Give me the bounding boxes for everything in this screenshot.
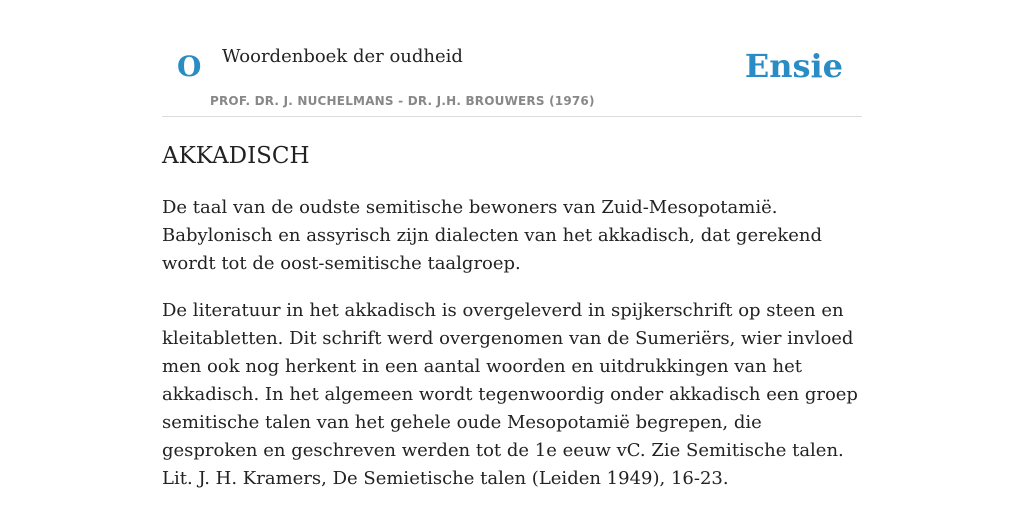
dictionary-header: [162, 0, 862, 117]
entry-paragraph-1: De taal van de oudste semitische bewoners van Zuid-Mesopotamië. Babylonisch en assyrisch zijn dialecten van het akkadisch, dat gerekend wordt tot de oost-semitische taalgroep.: [162, 197, 823, 274]
book-authors: PROF. DR. J. NUCHELMANS - DR. J.H. BROUWERS (1976): [210, 94, 595, 108]
entry-title: AKKADISCH: [162, 143, 310, 169]
entry-page: [162, 0, 862, 493]
entry-paragraph-2: De literatuur in het akkadisch is overgeleverd in spijkerschrift op steen en kleitabletten. Dit schrift werd overgenomen van de Sumeriërs, wier invloed men ook nog herkent in een aantal woorden en uitdrukkingen van het akkadisch. In het algemeen wordt tegenwoordig onder akkadisch een groep semitische talen van het gehele oude Mesopotamië begrepen, die gesproken en geschreven werden tot de 1e eeuw vC. Zie Semitische talen. Lit. J. H. Kramers, De Semietische talen (Leiden 1949), 16-23.: [162, 300, 858, 489]
index-letter[interactable]: O: [177, 50, 202, 83]
book-title[interactable]: Woordenboek der oudheid: [222, 46, 463, 67]
ensie-logo[interactable]: Ensie: [744, 47, 843, 85]
